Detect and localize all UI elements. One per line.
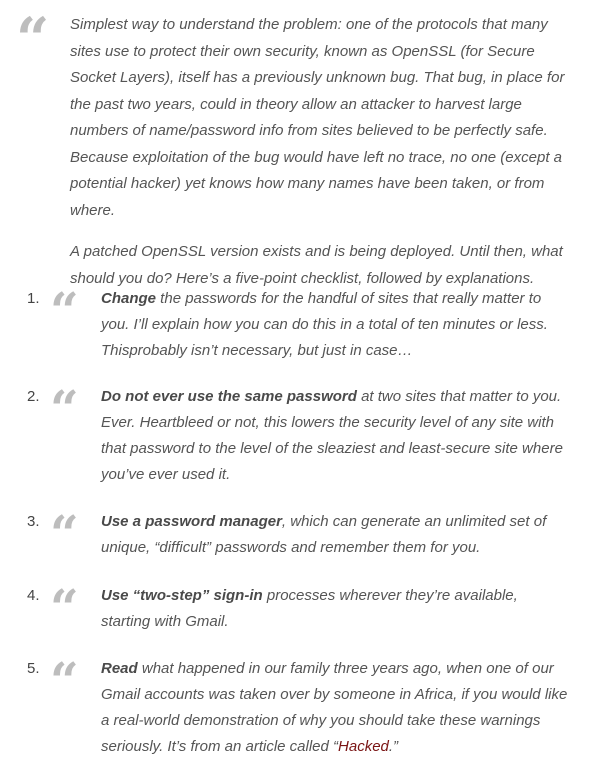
quote-icon: “ — [50, 379, 75, 438]
item-body: processes wherever they’re available, starting with Gmail. — [101, 587, 518, 630]
intro-paragraph: A patched OpenSSL version exists and is being deployed. Until then, what should you do? Here’s a five-point checklist, followed by explanations. — [70, 243, 563, 287]
item-bold-lead: Read — [101, 660, 138, 677]
item-text — [101, 384, 571, 488]
intro-paragraph: Simplest way to understand the problem: one of the protocols that many sites use to protect their own security, known as OpenSSL (for Secure Socket Layers), itself has a previously unknown bug. That bug, in place for the past two years, could in theory allow an attacker to harvest large numbers of name/password info from sites believed to be perfectly safe. Because exploitation of the bug would have left no trace, no one (except a potential hacker) yet knows how many names have been taken, or from where. — [70, 16, 565, 219]
item-number: 4. — [27, 587, 40, 604]
item-body: what happened in our family three years ago, when one of our Gmail accounts was taken over by someone in Africa, if you would like a real-world demonstration of why you should take these warnings seriously. It’s from an article called “ — [101, 660, 568, 755]
quote-icon: “ — [16, 5, 46, 73]
quote-icon: “ — [50, 281, 75, 340]
item-number: 5. — [27, 660, 40, 677]
item-bold-lead: Use “two-step” sign-in — [101, 587, 263, 604]
item-text — [101, 656, 571, 760]
item-text — [101, 286, 571, 364]
item-body-end: .” — [388, 738, 399, 755]
quote-icon: “ — [50, 504, 75, 563]
item-bold-lead: Do not ever use the same password — [101, 388, 357, 405]
item-body: at two sites that matter to you. Ever. Heartbleed or not, this lowers the security level of any site with that password to the level of the sleaziest and least-secure site where you’ve ever used it. — [101, 388, 563, 483]
hacked-article-link[interactable]: Hacked — [338, 738, 389, 755]
intro-quote — [70, 12, 570, 307]
item-body: the passwords for the handful of sites that really matter to you. I’ll explain how you can do this in a total of ten minutes or less. Thisprobably isn’t necessary, but just in case… — [101, 290, 548, 359]
item-text — [101, 509, 571, 561]
item-number: 2. — [27, 388, 40, 405]
quote-icon: “ — [50, 578, 75, 637]
quote-icon: “ — [50, 651, 75, 710]
item-number: 1. — [27, 290, 40, 307]
item-body: , which can generate an unlimited set of unique, “difficult” passwords and remember them for you. — [101, 513, 547, 556]
item-bold-lead: Change — [101, 290, 157, 307]
item-bold-lead: Use a password manager — [101, 513, 282, 530]
item-text — [101, 583, 571, 635]
item-number: 3. — [27, 513, 40, 530]
